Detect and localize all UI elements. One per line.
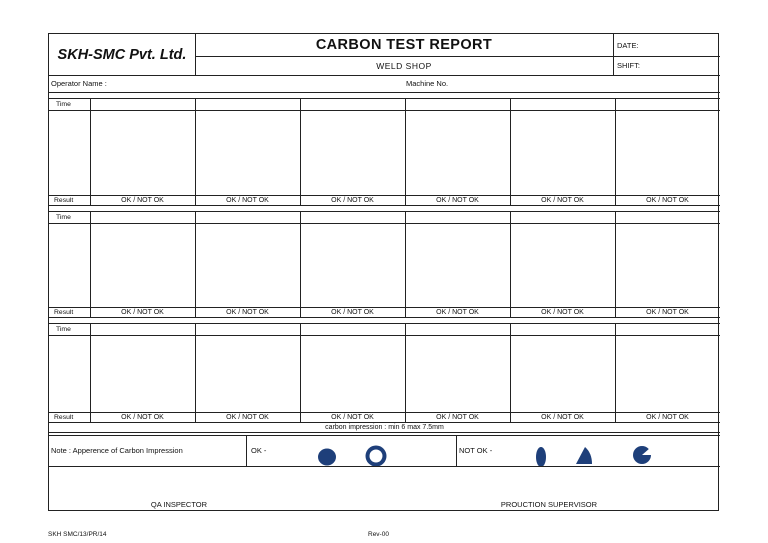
date-field-label[interactable]: DATE: [617,40,639,50]
qa-inspector-signature[interactable]: QA INSPECTOR [150,499,208,509]
result-cell[interactable]: OK / NOT OK [541,413,584,421]
time-label: Time [56,213,71,221]
result-cell[interactable]: OK / NOT OK [646,308,689,316]
not-ok-partial-impression-icon [576,447,592,464]
time-label: Time [56,325,71,333]
result-label: Result [54,196,74,204]
report-title: CARBON TEST REPORT [315,37,493,53]
result-cell[interactable]: OK / NOT OK [436,308,479,316]
result-cell[interactable]: OK / NOT OK [331,196,374,204]
impression-shapes [49,435,720,466]
result-cell[interactable]: OK / NOT OK [646,196,689,204]
carbon-spec-note: carbon impression : min 6 max 7.5mm [325,423,444,431]
company-name: SKH-SMC Pvt. Ltd. [57,46,187,63]
result-label: Result [54,413,74,421]
document-code: SKH SMC/13/PR/14 [48,531,107,538]
result-cell[interactable]: OK / NOT OK [226,308,269,316]
carbon-test-report-form [48,33,719,511]
result-cell[interactable]: OK / NOT OK [436,196,479,204]
time-label: Time [56,100,71,108]
result-cell[interactable]: OK / NOT OK [226,413,269,421]
result-cell[interactable]: OK / NOT OK [226,196,269,204]
appearance-note: Note : Apperence of Carbon Impression [51,446,183,455]
not-ok-label: NOT OK - [459,446,493,455]
operator-name-label[interactable]: Operator Name : [51,79,107,88]
ok-label: OK - [251,446,267,455]
ok-ring-impression-inner-icon [370,450,382,462]
shop-name: WELD SHOP [376,60,432,71]
production-supervisor-signature[interactable]: PROUCTION SUPERVISOR [500,499,598,509]
result-cell[interactable]: OK / NOT OK [541,308,584,316]
shift-field-label[interactable]: SHIFT: [617,61,640,70]
result-cell[interactable]: OK / NOT OK [541,196,584,204]
machine-no-label[interactable]: Machine No. [406,79,449,88]
result-cell[interactable]: OK / NOT OK [121,308,164,316]
ok-full-impression-icon [318,449,336,466]
result-cell[interactable]: OK / NOT OK [121,196,164,204]
result-cell[interactable]: OK / NOT OK [436,413,479,421]
result-cell[interactable]: OK / NOT OK [331,308,374,316]
not-ok-narrow-impression-icon [536,447,546,466]
result-cell[interactable]: OK / NOT OK [646,413,689,421]
result-cell[interactable]: OK / NOT OK [331,413,374,421]
result-label: Result [54,308,74,316]
result-cell[interactable]: OK / NOT OK [121,413,164,421]
revision-number: Rev-00 [368,531,389,538]
